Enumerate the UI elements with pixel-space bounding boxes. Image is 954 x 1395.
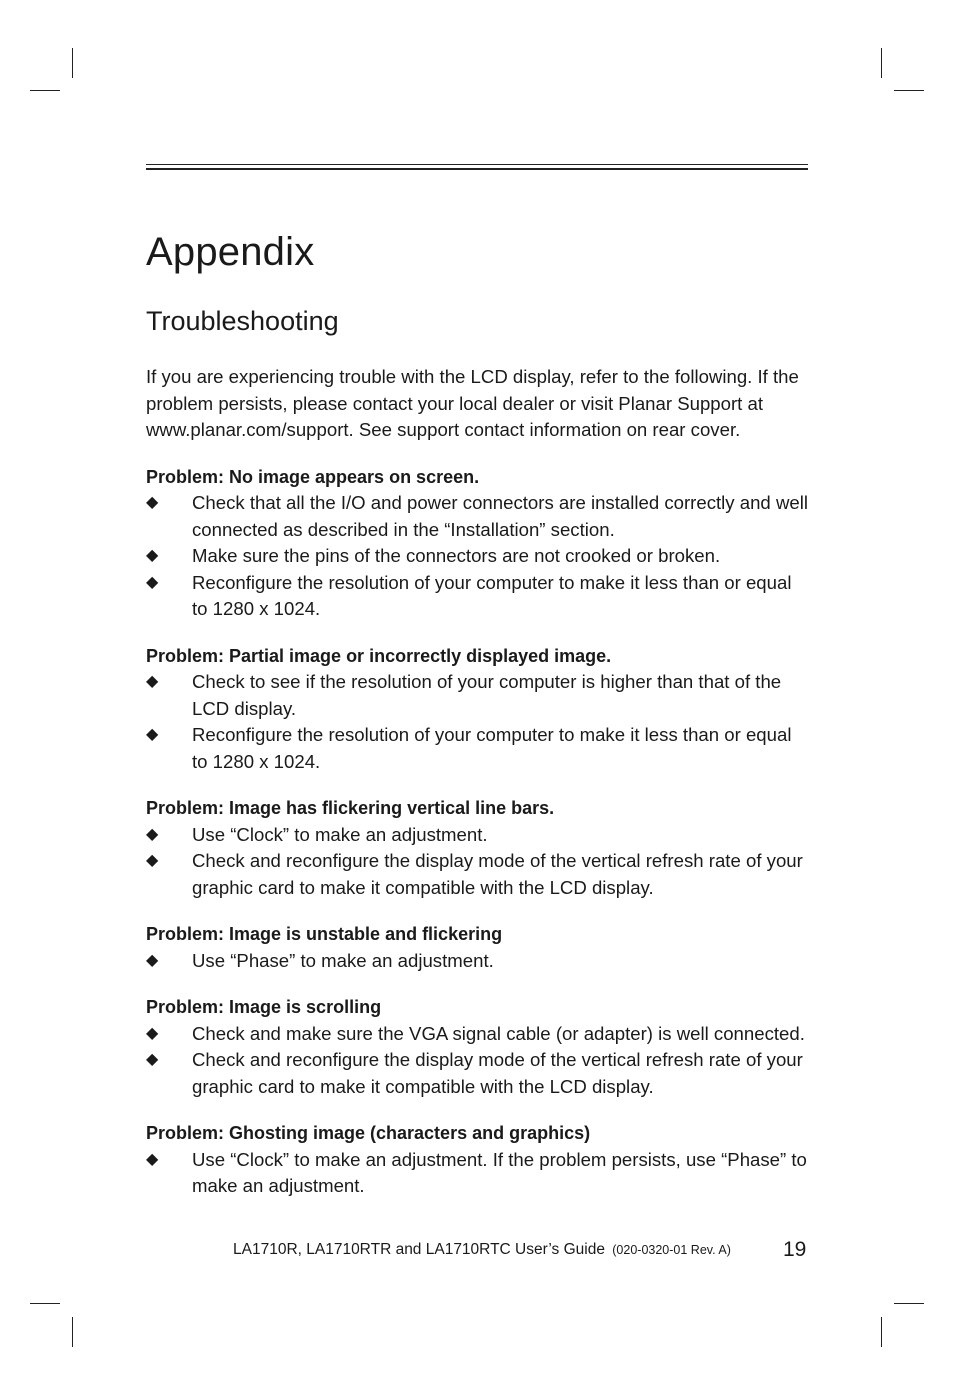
solution-list: [146, 490, 811, 623]
crop-mark: [894, 1303, 924, 1304]
diamond-bullet-icon: ◆: [146, 951, 159, 969]
problem-section: [146, 643, 811, 776]
problem-section: [146, 795, 811, 901]
solution-item: [146, 822, 811, 849]
solution-list: [146, 1021, 811, 1101]
solution-item: [146, 490, 811, 543]
problem-list: [146, 464, 811, 1200]
page-number: 19: [783, 1238, 807, 1261]
solution-list: [146, 822, 811, 902]
problem-title: Problem: Image is scrolling: [146, 997, 382, 1017]
problem-title: Problem: Image has flickering vertical line bars.: [146, 798, 555, 818]
crop-mark: [30, 90, 60, 91]
diamond-bullet-icon: ◆: [146, 673, 159, 690]
diamond-bullet-icon: ◆: [146, 825, 159, 843]
diamond-bullet-icon: ◆: [146, 573, 159, 591]
solution-text: Reconfigure the resolution of your computer to make it less than or equal to 1280 x 1024.: [192, 724, 792, 772]
solution-item: [146, 1021, 811, 1048]
problem-section: [146, 994, 811, 1100]
solution-text: Reconfigure the resolution of your computer to make it less than or equal to 1280 x 1024.: [192, 571, 792, 619]
crop-mark: [881, 1317, 882, 1347]
solution-text: Make sure the pins of the connectors are not crooked or broken.: [192, 545, 721, 566]
solution-list: [146, 669, 811, 775]
solution-item: [146, 669, 811, 722]
solution-item: [146, 1047, 811, 1100]
crop-mark: [72, 1317, 73, 1347]
page-title: Appendix: [146, 230, 315, 274]
header-rule-thin: [146, 164, 808, 165]
intro-paragraph: If you are experiencing trouble with the LCD display, refer to the following. If the problem persists, please contact your local dealer or visit Planar Support at www.planar.com/support. See support contact information on rear cover.: [146, 366, 799, 440]
crop-mark: [881, 48, 882, 78]
solution-text: Check to see if the resolution of your computer is higher than that of the LCD display.: [192, 671, 782, 719]
crop-mark: [894, 90, 924, 91]
problem-title: Problem: Ghosting image (characters and graphics): [146, 1123, 591, 1143]
section-title: Troubleshooting: [146, 306, 339, 336]
diamond-bullet-icon: ◆: [146, 726, 159, 743]
solution-item: [146, 570, 811, 623]
crop-mark: [72, 48, 73, 78]
solution-list: [146, 948, 811, 975]
problem-section: [146, 464, 811, 623]
footer: [233, 1241, 731, 1259]
footer-revision: (020-0320-01 Rev. A): [612, 1243, 731, 1257]
solution-item: [146, 543, 811, 570]
solution-item: [146, 722, 811, 775]
diamond-bullet-icon: ◆: [146, 1051, 159, 1068]
solution-text: Check and reconfigure the display mode of the vertical refresh rate of your graphic card to make it compatible with the LCD display.: [192, 1049, 803, 1097]
diamond-bullet-icon: ◆: [146, 547, 159, 564]
solution-list: [146, 1147, 811, 1200]
solution-text: Check and reconfigure the display mode of the vertical refresh rate of your graphic card to make it compatible with the LCD display.: [192, 850, 803, 898]
problem-title: Problem: Partial image or incorrectly displayed image.: [146, 645, 612, 666]
solution-text: Use “Clock” to make an adjustment. If the problem persists, use “Phase” to make an adjustment.: [192, 1148, 807, 1196]
content: [146, 364, 811, 1200]
solution-item: [146, 848, 811, 901]
diamond-bullet-icon: ◆: [146, 1024, 159, 1042]
problem-title: Problem: Image is unstable and flickering: [146, 924, 503, 944]
diamond-bullet-icon: ◆: [146, 494, 159, 511]
solution-text: Check that all the I/O and power connectors are installed correctly and well connected as described in the “Installation” section.: [192, 492, 808, 540]
solution-text: Check and make sure the VGA signal cable (or adapter) is well connected.: [192, 1022, 805, 1044]
diamond-bullet-icon: ◆: [146, 1150, 159, 1168]
problem-section: [146, 921, 811, 974]
solution-item: [146, 948, 811, 975]
problem-title: Problem: No image appears on screen.: [146, 466, 480, 487]
diamond-bullet-icon: ◆: [146, 852, 159, 869]
solution-item: [146, 1147, 811, 1200]
footer-guide-title: LA1710R, LA1710RTR and LA1710RTC User’s Guide: [233, 1241, 605, 1258]
crop-mark: [30, 1303, 60, 1304]
problem-section: [146, 1120, 811, 1200]
solution-text: Use “Phase” to make an adjustment.: [192, 949, 494, 971]
solution-text: Use “Clock” to make an adjustment.: [192, 823, 488, 845]
header-rule-thick: [146, 168, 808, 170]
